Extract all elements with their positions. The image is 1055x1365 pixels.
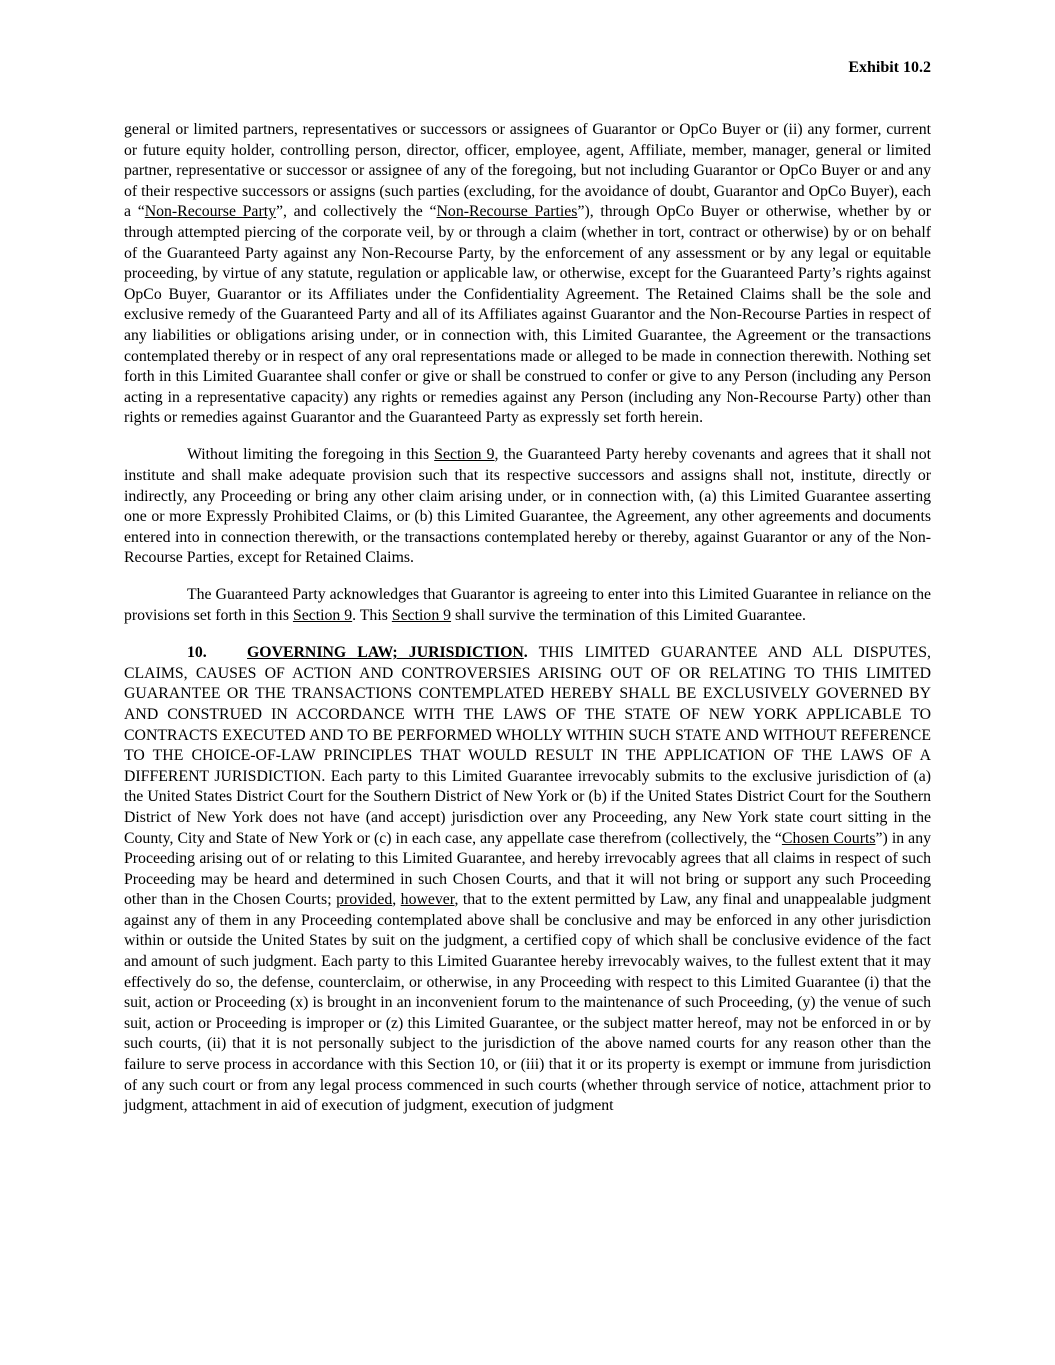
text-run: , that to the extent permitted by Law, any final and unappealable judgment against any of them in any Proceeding contemplated above shall be conclusive and may be enforced in any other jurisdiction within or outside the United States by suit on the judgment, a certified copy of which shall be conclusive evidence of the fact and amount of such judgment. Each party to this Limited Guarantee hereby irrevocably waives, to the fullest extent that it may effectively do so, the defense, counterclaim, or otherwise, in any Proceeding with respect to this Limited Guarantee (i) that the suit, action or Proceeding (x) is brought in an inconvenient forum to the maintenance of such Proceeding, (y) the venue of such suit, action or Proceeding is improper or (z) this Limited Guarantee, or the subject matter hereof, may not be enforced in or by such courts, (ii) that it is not personally subject to the jurisdiction of the above named courts for any reason other than the failure to serve process in accordance with this Section 10, or (iii) that it or its property is exempt or immune from jurisdiction of any such court or from any legal process commenced in such courts (whether through service of notice, attachment prior to judgment, attachment in aid of execution of judgment, execution of judgment [124, 891, 931, 1115]
text-run: Without limiting the foregoing in this [187, 446, 435, 464]
text-run: ”), through OpCo Buyer or otherwise, whether by or through attempted piercing of the corporate veil, by or through a claim (whether in tort, contract or otherwise) by or on behalf of the Guaranteed Party against any Non-Recourse Party, by the enforcement of any assessment or by any legal or equitable proceeding, by virtue of any statute, regulation or applicable law, or otherwise, except for the Guaranteed Party’s rights against OpCo Buyer, Guarantor or its Affiliates under the Confidentiality Agreement. The Retained Claims shall be the sole and exclusive remedy of the Guaranteed Party and all of its Affiliates against Guarantor and the Non-Recourse Parties in respect of any liabilities or obligations arising under, or in connection with, this Limited Guarantee, the Agreement or the transactions contemplated thereby or in respect of any oral representations made or alleged to be made in connection therewith. Nothing set forth in this Limited Guarantee shall confer or give or shall be construed to confer or give to any Person (including any Person acting in a representative capacity) any rights or remedies against any Person (including any Non-Recourse Party) other than rights or remedies against Guarantor and the Guaranteed Party as expressly set forth herein. [124, 203, 931, 427]
section-10-governing-law [124, 643, 931, 1117]
text-run: , the Guaranteed Party hereby covenants and agrees that it shall not institute and shall make adequate provision such that its respective successors and assigns shall not, institute, directly or indirectly, any Proceeding or bring any other claim arising under, or in connection with, (a) this Limited Guarantee asserting one or more Expressly Prohibited Claims, or (b) this Limited Guarantee, the Agreement, any other agreements and documents entered into in connection therewith, or the transactions contemplated hereby or thereby, against Guarantor or any of the Non-Recourse Parties, except for Retained Claims. [124, 446, 931, 567]
text-run: ”) in any Proceeding arising out of or relating to this Limited Guarantee, and hereby irrevocably agrees that all claims in respect of such Proceeding may be heard and determined in such Chosen Courts, and that it will not bring or support any such Proceeding other than in the Chosen Courts; [124, 829, 931, 909]
defined-term-non-recourse-party: Non-Recourse Party [144, 203, 276, 221]
section-reference: Section 9 [292, 607, 353, 625]
paragraph-non-recourse [124, 120, 931, 429]
text-run: ”, and collectively the “ [276, 203, 437, 221]
paragraph-covenant [124, 445, 931, 569]
defined-term-chosen-courts: Chosen Courts [781, 829, 876, 847]
proviso-provided: provided [336, 891, 393, 909]
document-body [124, 120, 931, 1133]
section-heading-period: . [523, 644, 528, 662]
section-number: 10. [187, 644, 207, 662]
section-heading: GOVERNING LAW; JURISDICTION [247, 644, 524, 662]
exhibit-label: Exhibit 10.2 [848, 59, 931, 76]
section-reference: Section 9 [391, 607, 452, 625]
text-run: general or limited partners, representatives or successors or assignees of Guarantor or OpCo Buyer or (ii) any former, current or future equity holder, controlling person, director, officer, employee, agent, Affiliate, member, manager, general or limited partner, representative or successor or assignee of any of the foregoing, but not including Guarantor or OpCo Buyer or and any of their respective successors or assigns (such parties (excluding, for the avoidance of doubt, Guarantor and OpCo Buyer), each a “ [124, 121, 931, 221]
text-run: THIS LIMITED GUARANTEE AND ALL DISPUTES, CLAIMS, CAUSES OF ACTION AND CONTROVERSIES ARISING OUT OF OR RELATING TO THIS LIMITED GUARANTEE OR THE TRANSACTIONS CONTEMPLATED HEREBY SHALL BE EXCLUSIVELY GOVERNED BY AND CONSTRUED IN ACCORDANCE WITH THE LAWS OF THE STATE OF NEW YORK APPLICABLE TO CONTRACTS EXECUTED AND TO BE PERFORMED WHOLLY WITHIN SUCH STATE AND WITHOUT REFERENCE TO THE CHOICE-OF-LAW PRINCIPLES THAT WOULD RESULT IN THE APPLICATION OF THE LAWS OF A DIFFERENT JURISDICTION. Each party to this Limited Guarantee irrevocably submits to the exclusive jurisdiction of (a) the United States District Court for the Southern District of New York or (b) if the United States District Court for the Southern District of New York does not have (and accept) jurisdiction over any Proceeding, any New York state court sitting in the County, City and State of New York or (c) in each case, any appellate case therefrom (collectively, the “ [124, 644, 931, 847]
proviso-however: however [400, 891, 455, 909]
text-run: The Guaranteed Party acknowledges that Guarantor is agreeing to enter into this Limited Guarantee in reliance on the provisions set forth in this [124, 586, 931, 625]
text-run: . This [352, 607, 392, 625]
defined-term-non-recourse-parties: Non-Recourse Parties [436, 203, 578, 221]
section-reference: Section 9 [434, 446, 495, 464]
paragraph-acknowledgment [124, 585, 931, 626]
text-run: , [392, 891, 401, 909]
text-run: shall survive the termination of this Limited Guarantee. [451, 607, 806, 625]
